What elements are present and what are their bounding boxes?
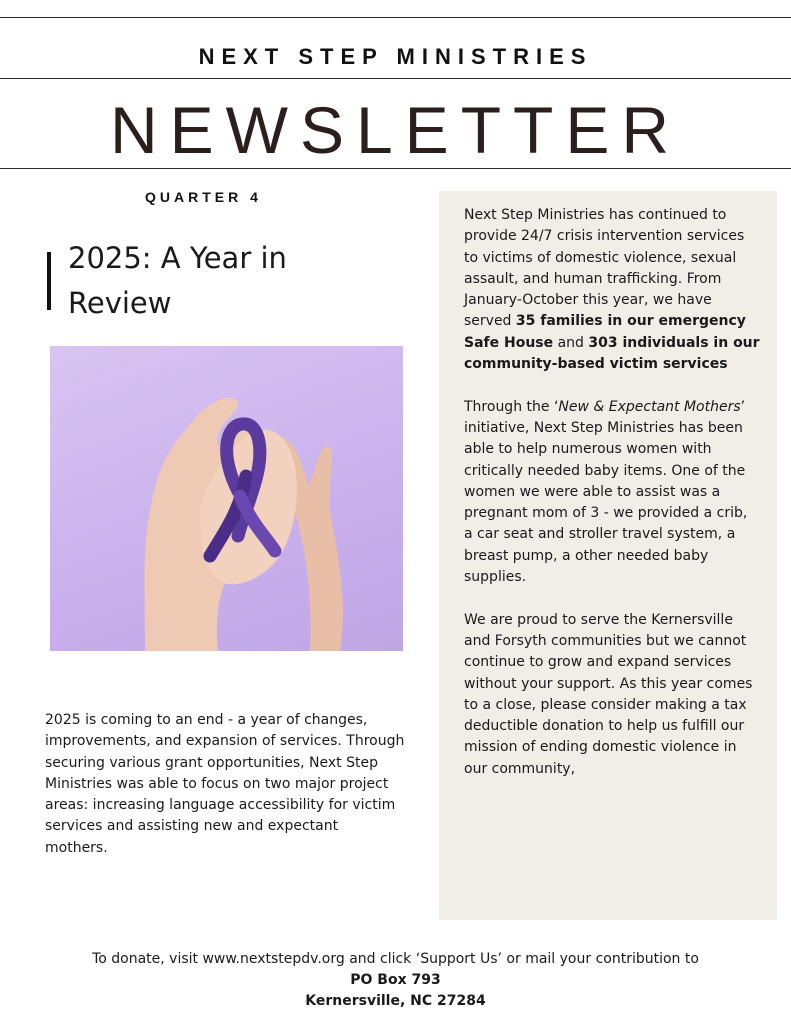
initiative-name: New & Expectant Mothers (558, 398, 741, 415)
quarter-label: QUARTER 4 (145, 189, 262, 205)
top-rule (0, 17, 791, 18)
organization-name: NEXT STEP MINISTRIES (198, 44, 593, 69)
city-address: Kernersville, NC 27284 (305, 993, 486, 1009)
masthead-bottom-rule (0, 168, 791, 169)
headline-line-1: 2025: A Year in (68, 241, 287, 275)
sidebar-paragraph-services: Next Step Ministries has continued to provide 24/7 crisis intervention services to victims of domestic violence, sexual assault, and human trafficking. From January-October this year, we have served 35 families in our emergency Safe House and 303 individuals in our community-based victim services (464, 207, 760, 373)
intro-paragraph: 2025 is coming to an end - a year of changes, improvements, and expansion of services. Through securing various grant opportunities, Next Step Ministries was able to focus on two major project areas: increasing language accessibility for victim services and assisting new and expectant mothers. (45, 712, 405, 856)
donation-footer (0, 949, 791, 1012)
sidebar-paragraph-mothers: Through the ‘New & Expectant Mothers’ initiative, Next Step Ministries has been able to help numerous women with critically needed baby items. One of the women we were able to assist was a pregnant mom of 3 - we provided a crib, a car seat and stroller travel system, a breast pump, a other needed baby supplies. (464, 398, 748, 586)
masthead-top-rule (0, 78, 791, 79)
purple-awareness-ribbon-in-hands-icon (50, 346, 403, 651)
article-headline (68, 236, 368, 326)
headline-line-2: Review (68, 286, 172, 320)
community-services-stat: 303 individuals in our community-based victim services (464, 334, 760, 373)
newsletter-masthead: NEWSLETTER (109, 93, 682, 167)
donation-instructions: To donate, visit www.nextstepdv.org and click ‘Support Us’ or mail your contribution to (92, 951, 699, 967)
ribbon-photo (50, 346, 403, 651)
safe-house-stat: 35 families in our emergency Safe House (464, 313, 746, 351)
headline-accent-bar (47, 252, 51, 310)
po-box: PO Box 793 (350, 972, 441, 988)
sidebar-paragraph-appeal: We are proud to serve the Kernersville and Forsyth communities but we cannot continue to grow and expand services without your support. As this year comes to a close, please consider making a tax deductible donation to help us fulfill our mission of ending domestic violence in our community, (464, 611, 753, 777)
sidebar-content (464, 205, 760, 801)
